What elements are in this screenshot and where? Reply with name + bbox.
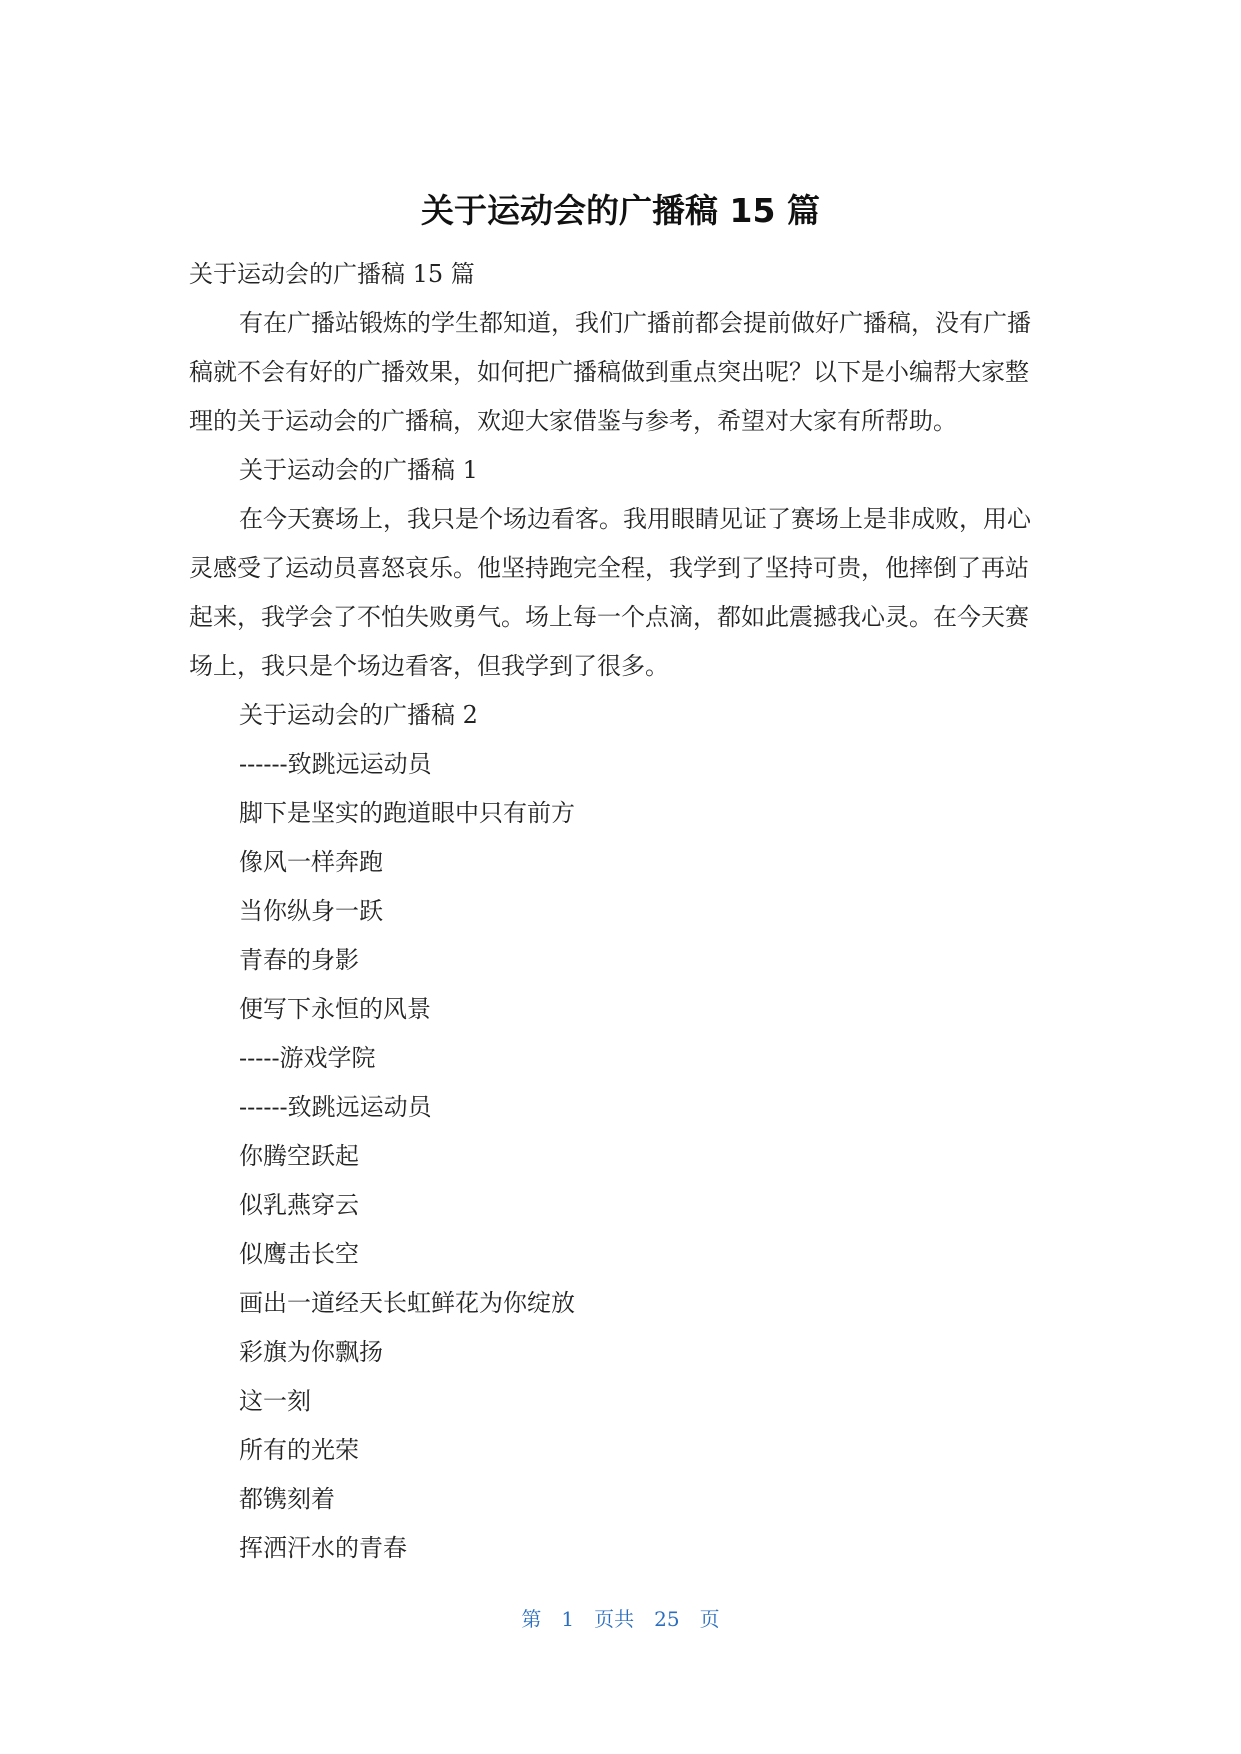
- poem: [189, 740, 1051, 1573]
- poem-line: 便写下永恒的风景: [239, 995, 431, 1023]
- poem-line: 青春的身影: [239, 946, 359, 974]
- page-label-suffix: 页: [699, 1607, 720, 1631]
- section-1-paragraph: 在今天赛场上，我只是个场边看客。我用眼睛见证了赛场上是非成败，用心灵感受了运动员喜怒哀乐。他坚持跑完全程，我学到了坚持可贵，他摔倒了再站起来，我学会了不怕失败勇气。场上每一个点滴，都如此震撼我心灵。在今天赛场上，我只是个场边看客，但我学到了很多。: [189, 505, 1031, 680]
- poem-line: -----游戏学院: [239, 1044, 376, 1072]
- poem-line: 当你纵身一跃: [239, 897, 383, 925]
- page-footer: [0, 1604, 1241, 1634]
- total-pages: 25: [654, 1607, 680, 1631]
- section-1-heading: 关于运动会的广播稿 1: [239, 456, 478, 484]
- poem-line: 画出一道经天长虹鲜花为你绽放: [239, 1289, 575, 1317]
- poem-line: 你腾空跃起: [239, 1142, 359, 1170]
- page-number: 1: [561, 1607, 575, 1631]
- section-2-heading: 关于运动会的广播稿 2: [239, 701, 478, 729]
- poem-line: 似鹰击长空: [239, 1240, 359, 1268]
- page-label-mid: 页共: [594, 1607, 635, 1631]
- poem-line: 这一刻: [239, 1387, 311, 1415]
- poem-line: 挥洒汗水的青春: [239, 1534, 407, 1562]
- poem-line: 彩旗为你飘扬: [239, 1338, 383, 1366]
- poem-line: ------致跳远运动员: [239, 1093, 432, 1121]
- poem-line: 都镌刻着: [239, 1485, 335, 1513]
- document-body: [189, 250, 1051, 1573]
- poem-line: 似乳燕穿云: [239, 1191, 359, 1219]
- page-label-prefix: 第: [521, 1607, 542, 1631]
- poem-line: ------致跳远运动员: [239, 750, 432, 778]
- poem-line: 所有的光荣: [239, 1436, 359, 1464]
- poem-line: 脚下是坚实的跑道眼中只有前方: [239, 799, 575, 827]
- document-subtitle: 关于运动会的广播稿 15 篇: [189, 260, 475, 288]
- document-title: 关于运动会的广播稿 15 篇: [421, 191, 820, 230]
- poem-line: 像风一样奔跑: [239, 848, 383, 876]
- intro-paragraph: 有在广播站锻炼的学生都知道，我们广播前都会提前做好广播稿，没有广播稿就不会有好的广播效果，如何把广播稿做到重点突出呢？以下是小编帮大家整理的关于运动会的广播稿，欢迎大家借鉴与参考，希望对大家有所帮助。: [189, 309, 1031, 435]
